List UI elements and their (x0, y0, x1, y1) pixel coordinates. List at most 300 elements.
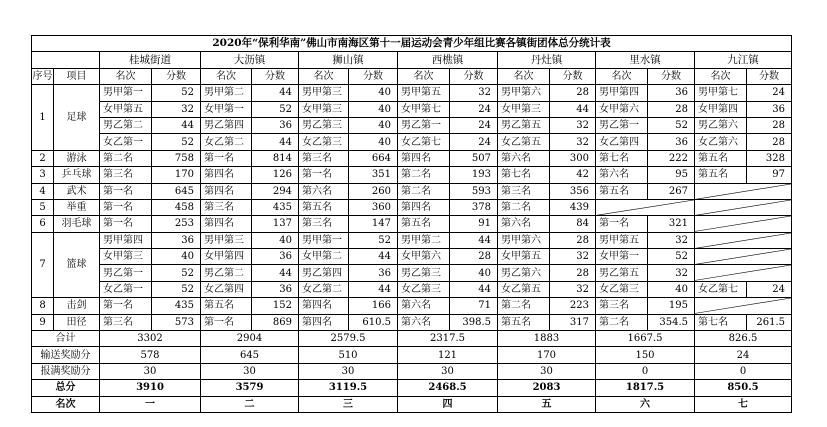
header-rank: 名次 (596, 68, 648, 84)
sport-name: 举重 (54, 199, 100, 215)
rank-cell: 第四名 (201, 183, 252, 199)
totals-value: 578 (100, 347, 201, 363)
score-cell: 28 (648, 101, 695, 117)
score-cell: 52 (349, 232, 398, 248)
score-cell: 758 (152, 150, 201, 166)
score-cell: 52 (648, 117, 695, 133)
score-cell: 32 (450, 85, 498, 101)
sport-name: 击剑 (54, 298, 100, 314)
score-cell: 36 (152, 232, 201, 248)
score-cell: 356 (550, 183, 596, 199)
score-cell: 267 (648, 183, 695, 199)
rank-cell: 女乙第四 (596, 134, 648, 150)
rank-cell: 男乙第六 (498, 265, 550, 281)
score-cell: 44 (450, 281, 498, 297)
rank-cell: 男乙第四 (299, 265, 349, 281)
score-cell: 52 (152, 281, 201, 297)
score-cell: 52 (152, 85, 201, 101)
sport-row (32, 167, 792, 183)
score-cell: 28 (550, 232, 596, 248)
town-header: 桂城街道 (100, 52, 201, 68)
rank-cell: 男甲第三 (299, 85, 349, 101)
totals-value: 170 (498, 347, 596, 363)
score-cell: 44 (152, 117, 201, 133)
town-header: 大沥镇 (201, 52, 299, 68)
rank-cell: 男甲第四 (596, 85, 648, 101)
rank-cell: 男乙第三 (398, 265, 450, 281)
rank-cell: 女甲第三 (498, 101, 550, 117)
empty-cell (695, 183, 792, 199)
rank-cell: 男乙第二 (100, 117, 152, 133)
rank-cell: 女甲第二 (299, 249, 349, 265)
score-cell: 195 (648, 298, 695, 314)
score-cell: 261.5 (747, 314, 792, 330)
town-header: 丹灶镇 (498, 52, 596, 68)
score-cell: 40 (152, 249, 201, 265)
score-cell: 321 (648, 216, 695, 232)
rank-cell: 第二名 (100, 150, 152, 166)
rank-cell: 第二名 (398, 167, 450, 183)
totals-row (32, 347, 792, 363)
score-cell: 869 (252, 314, 299, 330)
sport-row (32, 199, 792, 215)
sport-number: 7 (32, 232, 54, 298)
rank-cell: 第五名 (398, 216, 450, 232)
score-cell: 40 (349, 134, 398, 150)
sport-row (32, 265, 792, 281)
totals-value: 2579.5 (299, 331, 398, 347)
score-cell: 28 (450, 249, 498, 265)
sport-number: 3 (32, 167, 54, 183)
score-cell: 24 (450, 117, 498, 133)
score-cell: 814 (252, 150, 299, 166)
score-cell: 24 (450, 101, 498, 117)
town-header: 里水镇 (596, 52, 695, 68)
rank-cell: 第六名 (498, 216, 550, 232)
score-cell: 91 (450, 216, 498, 232)
empty-cell (695, 199, 792, 215)
rank-cell: 第五名 (299, 199, 349, 215)
rank-cell: 女乙第五 (498, 134, 550, 150)
table-title: 2020年“保利华南”佛山市南海区第十一届运动会青少年组比赛各镇街团体总分统计表 (32, 36, 792, 52)
sport-number: 4 (32, 183, 54, 199)
score-cell: 36 (747, 101, 792, 117)
corner-cell (32, 52, 100, 68)
totals-value: 2468.5 (398, 380, 498, 396)
rank-cell: 第五名 (596, 183, 648, 199)
score-cell: 44 (450, 232, 498, 248)
rank-cell: 男乙第一 (596, 117, 648, 133)
score-cell: 32 (648, 232, 695, 248)
sport-row (32, 298, 792, 314)
totals-value: 3910 (100, 380, 201, 396)
score-cell: 40 (349, 101, 398, 117)
score-cell: 664 (349, 150, 398, 166)
score-cell: 44 (349, 249, 398, 265)
totals-value: 一 (100, 396, 201, 412)
header-score: 分数 (152, 68, 201, 84)
score-cell: 458 (152, 199, 201, 215)
score-cell: 44 (252, 85, 299, 101)
rank-cell: 第七名 (695, 314, 747, 330)
score-cell: 40 (450, 265, 498, 281)
rank-cell: 女甲第一 (596, 249, 648, 265)
totals-value: 30 (100, 363, 201, 379)
rank-cell: 女乙第三 (596, 281, 648, 297)
rank-cell: 第一名 (299, 167, 349, 183)
score-cell: 32 (550, 117, 596, 133)
rank-cell: 第三名 (201, 199, 252, 215)
totals-value: 0 (695, 363, 792, 379)
rank-cell: 第七名 (596, 150, 648, 166)
sport-row (32, 232, 792, 248)
score-cell: 52 (648, 249, 695, 265)
totals-value: 826.5 (695, 331, 792, 347)
score-cell: 97 (747, 167, 792, 183)
score-cell: 507 (450, 150, 498, 166)
rank-cell: 女乙第七 (398, 134, 450, 150)
totals-label: 总分 (32, 380, 100, 396)
sport-row (32, 314, 792, 330)
rank-cell: 第六名 (596, 167, 648, 183)
totals-value: 510 (299, 347, 398, 363)
sport-row (32, 85, 792, 101)
rank-cell: 男乙第五 (498, 117, 550, 133)
rank-cell: 男甲第五 (596, 232, 648, 248)
score-cell: 435 (252, 199, 299, 215)
sport-name: 游泳 (54, 150, 100, 166)
score-cell: 84 (550, 216, 596, 232)
totals-value: 24 (695, 347, 792, 363)
rank-cell: 男甲第一 (299, 232, 349, 248)
rank-cell: 男甲第三 (201, 232, 252, 248)
rank-cell: 男甲第五 (398, 85, 450, 101)
sport-name: 乒乓球 (54, 167, 100, 183)
score-cell: 36 (349, 265, 398, 281)
town-header: 狮山镇 (299, 52, 398, 68)
rank-cell: 第二名 (498, 298, 550, 314)
sport-name: 篮球 (54, 232, 100, 298)
score-cell: 40 (252, 232, 299, 248)
totals-row (32, 396, 792, 412)
score-cell: 610.5 (349, 314, 398, 330)
totals-value: 1817.5 (596, 380, 695, 396)
header-rank: 名次 (100, 68, 152, 84)
score-cell: 166 (349, 298, 398, 314)
score-cell: 24 (747, 85, 792, 101)
score-cell: 328 (747, 150, 792, 166)
sport-row (32, 117, 792, 133)
rank-cell: 女甲第五 (100, 101, 152, 117)
score-cell: 42 (550, 167, 596, 183)
totals-value: 1883 (498, 331, 596, 347)
rank-cell: 第五名 (695, 167, 747, 183)
totals-label: 报满奖励分 (32, 363, 100, 379)
score-cell: 52 (252, 101, 299, 117)
totals-value: 三 (299, 396, 398, 412)
rank-cell: 男甲第六 (498, 232, 550, 248)
sport-number: 8 (32, 298, 54, 314)
score-cell: 354.5 (648, 314, 695, 330)
rank-cell: 女甲第六 (596, 101, 648, 117)
totals-value: 1667.5 (596, 331, 695, 347)
rank-cell: 女乙第二 (201, 134, 252, 150)
empty-cell (695, 298, 792, 314)
rank-cell: 女甲第三 (299, 101, 349, 117)
score-cell: 44 (349, 281, 398, 297)
rank-cell: 男乙第二 (201, 265, 252, 281)
rank-cell: 女甲第六 (398, 249, 450, 265)
rank-cell: 男甲第二 (201, 85, 252, 101)
rank-cell: 第六名 (299, 183, 349, 199)
totals-value: 2904 (201, 331, 299, 347)
totals-value: 30 (498, 363, 596, 379)
sport-row (32, 150, 792, 166)
score-cell: 193 (450, 167, 498, 183)
rank-cell: 男甲第二 (398, 232, 450, 248)
totals-value: 3302 (100, 331, 201, 347)
score-cell: 152 (252, 298, 299, 314)
rank-cell: 第一名 (100, 298, 152, 314)
totals-value: 0 (596, 363, 695, 379)
rank-cell: 第四名 (201, 216, 252, 232)
sport-name: 田径 (54, 314, 100, 330)
sport-row (32, 183, 792, 199)
rank-cell: 男乙第一 (398, 117, 450, 133)
totals-value: 二 (201, 396, 299, 412)
score-cell: 573 (152, 314, 201, 330)
totals-value: 30 (398, 363, 498, 379)
rank-cell: 女甲第四 (695, 101, 747, 117)
rank-cell: 第三名 (299, 216, 349, 232)
score-cell: 253 (152, 216, 201, 232)
score-cell: 44 (252, 265, 299, 281)
score-cell: 40 (648, 281, 695, 297)
town-header-row (32, 52, 792, 68)
score-cell: 32 (152, 101, 201, 117)
score-cell: 300 (550, 150, 596, 166)
score-cell: 378 (450, 199, 498, 215)
score-cell: 44 (252, 134, 299, 150)
town-header: 九江镇 (695, 52, 792, 68)
rank-cell: 第六名 (398, 314, 450, 330)
rank-cell: 第五名 (498, 314, 550, 330)
rank-cell: 第二名 (596, 314, 648, 330)
score-cell: 137 (252, 216, 299, 232)
totals-value: 七 (695, 396, 792, 412)
header-score: 分数 (747, 68, 792, 84)
totals-value: 850.5 (695, 380, 792, 396)
totals-row (32, 331, 792, 347)
score-cell: 32 (648, 265, 695, 281)
rank-cell: 第五名 (201, 298, 252, 314)
sport-name: 武术 (54, 183, 100, 199)
rank-cell: 女乙第三 (398, 281, 450, 297)
rank-cell: 男甲第七 (695, 85, 747, 101)
score-cell: 28 (550, 85, 596, 101)
rank-cell: 男甲第一 (100, 85, 152, 101)
score-cell: 36 (648, 134, 695, 150)
sport-number: 1 (32, 85, 54, 151)
totals-value: 2317.5 (398, 331, 498, 347)
empty-cell (596, 199, 695, 215)
rank-cell: 第三名 (299, 150, 349, 166)
sport-row (32, 134, 792, 150)
empty-cell (695, 265, 792, 281)
rank-cell: 第五名 (695, 150, 747, 166)
empty-cell (695, 232, 792, 248)
score-cell: 317 (550, 314, 596, 330)
sport-row (32, 249, 792, 265)
rank-cell: 第三名 (100, 167, 152, 183)
column-header-row (32, 68, 792, 84)
rank-cell: 男乙第三 (299, 117, 349, 133)
sport-row (32, 281, 792, 297)
score-cell: 44 (550, 101, 596, 117)
totals-value: 150 (596, 347, 695, 363)
header-rank: 名次 (498, 68, 550, 84)
rank-cell: 女乙第三 (299, 134, 349, 150)
totals-value: 四 (398, 396, 498, 412)
rank-cell: 第二名 (498, 199, 550, 215)
rank-cell: 第四名 (299, 314, 349, 330)
score-cell: 36 (648, 85, 695, 101)
rank-cell: 男甲第四 (100, 232, 152, 248)
empty-cell (695, 216, 792, 232)
totals-label: 名次 (32, 396, 100, 412)
score-cell: 223 (550, 298, 596, 314)
totals-value: 121 (398, 347, 498, 363)
rank-cell: 女乙第六 (695, 134, 747, 150)
rank-cell: 第三名 (498, 183, 550, 199)
totals-label: 合计 (32, 331, 100, 347)
rank-cell: 第六名 (498, 150, 550, 166)
totals-value: 645 (201, 347, 299, 363)
rank-cell: 第三名 (100, 314, 152, 330)
rank-cell: 第一名 (100, 199, 152, 215)
empty-cell (695, 249, 792, 265)
header-score: 分数 (550, 68, 596, 84)
score-cell: 28 (747, 134, 792, 150)
rank-cell: 男甲第六 (498, 85, 550, 101)
header-item: 项目 (54, 68, 100, 84)
sport-number: 6 (32, 216, 54, 232)
score-cell: 52 (152, 134, 201, 150)
rank-cell: 女乙第一 (100, 134, 152, 150)
score-cell: 32 (550, 134, 596, 150)
rank-cell: 女甲第七 (398, 101, 450, 117)
rank-cell: 男乙第五 (596, 265, 648, 281)
totals-value: 六 (596, 396, 695, 412)
header-no: 序号 (32, 68, 54, 84)
header-score: 分数 (252, 68, 299, 84)
rank-cell: 第一名 (596, 216, 648, 232)
score-cell: 24 (747, 281, 792, 297)
totals-label: 输送奖励分 (32, 347, 100, 363)
score-cell: 593 (450, 183, 498, 199)
rank-cell: 男乙第一 (100, 265, 152, 281)
totals-value: 3579 (201, 380, 299, 396)
rank-cell: 男乙第六 (695, 117, 747, 133)
score-cell: 126 (252, 167, 299, 183)
score-cell: 36 (252, 249, 299, 265)
header-score: 分数 (349, 68, 398, 84)
totals-row (32, 380, 792, 396)
totals-value: 30 (201, 363, 299, 379)
score-cell: 28 (550, 265, 596, 281)
score-cell: 24 (450, 134, 498, 150)
sport-row (32, 101, 792, 117)
sport-number: 2 (32, 150, 54, 166)
sport-name: 足球 (54, 85, 100, 151)
header-score: 分数 (450, 68, 498, 84)
rank-cell: 第四名 (299, 298, 349, 314)
title-row (32, 36, 792, 52)
score-cell: 36 (252, 281, 299, 297)
score-cell: 294 (252, 183, 299, 199)
rank-cell: 女甲第三 (100, 249, 152, 265)
score-table (31, 35, 792, 413)
rank-cell: 第四名 (201, 167, 252, 183)
header-rank: 名次 (695, 68, 747, 84)
sport-number: 5 (32, 199, 54, 215)
totals-value: 30 (299, 363, 398, 379)
rank-cell: 第一名 (201, 150, 252, 166)
rank-cell: 男乙第四 (201, 117, 252, 133)
score-cell: 36 (252, 117, 299, 133)
score-cell: 28 (747, 117, 792, 133)
rank-cell: 女甲第四 (201, 249, 252, 265)
sport-number: 9 (32, 314, 54, 330)
score-cell: 170 (152, 167, 201, 183)
rank-cell: 女乙第四 (201, 281, 252, 297)
totals-value: 五 (498, 396, 596, 412)
score-cell: 645 (152, 183, 201, 199)
score-cell: 398.5 (450, 314, 498, 330)
rank-cell: 第一名 (100, 183, 152, 199)
rank-cell: 第七名 (498, 167, 550, 183)
rank-cell: 第六名 (398, 298, 450, 314)
score-cell: 439 (550, 199, 596, 215)
rank-cell: 第四名 (398, 199, 450, 215)
score-cell: 360 (349, 199, 398, 215)
rank-cell: 第二名 (398, 183, 450, 199)
score-cell: 435 (152, 298, 201, 314)
rank-cell: 第一名 (100, 216, 152, 232)
rank-cell: 女甲第五 (498, 249, 550, 265)
rank-cell: 女甲第一 (201, 101, 252, 117)
score-cell: 52 (152, 265, 201, 281)
score-cell: 260 (349, 183, 398, 199)
score-cell: 32 (550, 249, 596, 265)
totals-value: 2083 (498, 380, 596, 396)
town-header: 西樵镇 (398, 52, 498, 68)
totals-value: 3119.5 (299, 380, 398, 396)
header-score: 分数 (648, 68, 695, 84)
score-cell: 351 (349, 167, 398, 183)
score-cell: 40 (349, 85, 398, 101)
rank-cell: 女乙第二 (299, 281, 349, 297)
score-cell: 32 (550, 281, 596, 297)
rank-cell: 女乙第一 (100, 281, 152, 297)
rank-cell: 第三名 (596, 298, 648, 314)
score-cell: 222 (648, 150, 695, 166)
score-cell: 147 (349, 216, 398, 232)
totals-row (32, 363, 792, 379)
rank-cell: 女乙第七 (695, 281, 747, 297)
header-rank: 名次 (398, 68, 450, 84)
header-rank: 名次 (299, 68, 349, 84)
